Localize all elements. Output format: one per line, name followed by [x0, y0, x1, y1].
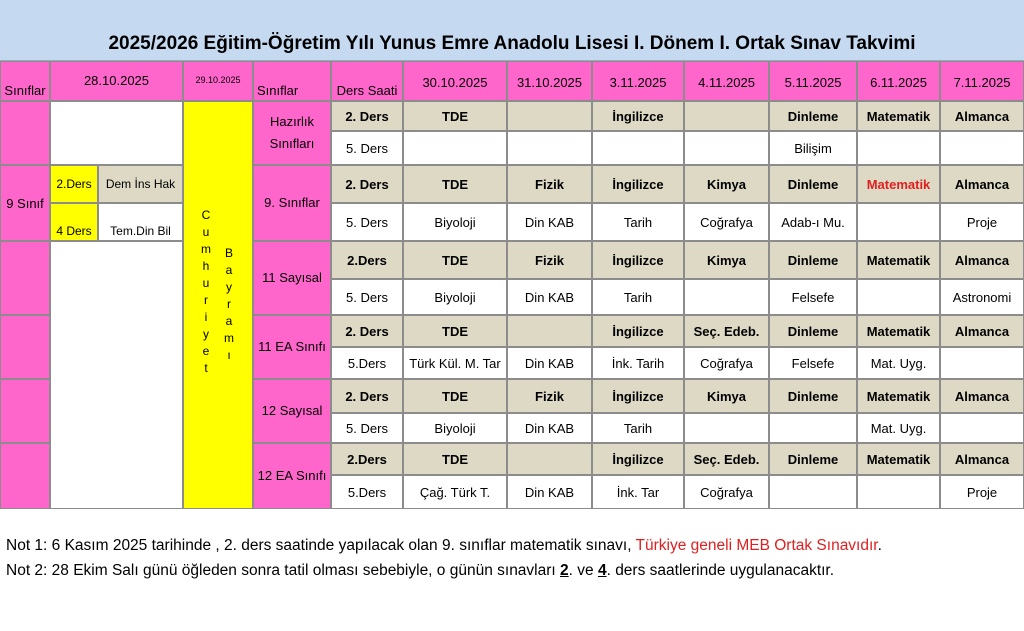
left-class-cell — [0, 241, 50, 315]
header-date-1: 31.10.2025 — [507, 61, 592, 101]
exam-cell: Din KAB — [507, 347, 592, 379]
exam-cell: Din KAB — [507, 413, 592, 443]
exam-cell — [507, 443, 592, 475]
group-name: 11 Sayısal — [253, 241, 331, 315]
holiday-letter: u — [202, 276, 210, 290]
holiday-letter: C — [201, 208, 211, 222]
exam-cell: Matematik — [857, 315, 940, 347]
exam-cell: TDE — [403, 443, 507, 475]
exam-cell: Çağ. Türk T. — [403, 475, 507, 509]
exam-cell: İngilizce — [592, 443, 684, 475]
exam-cell: TDE — [403, 315, 507, 347]
exam-cell — [857, 279, 940, 315]
group-name: 9. Sınıflar — [253, 165, 331, 241]
header-ders-saati: Ders Saati — [331, 61, 403, 101]
header-date-3: 4.11.2025 — [684, 61, 769, 101]
holiday-letter: m — [224, 331, 234, 345]
note-1-highlight: Türkiye geneli MEB Ortak Sınavıdır — [635, 537, 878, 554]
exam-cell — [684, 101, 769, 131]
note-2-text: Not 2: 28 Ekim Salı günü öğleden sonra tatil olması sebebiyle, o günün sınavları — [6, 562, 561, 579]
period-cell: 2. Ders — [331, 315, 403, 347]
holiday-letter: m — [201, 242, 211, 256]
exam-cell: Matematik — [857, 165, 940, 203]
exam-cell — [857, 475, 940, 509]
left-class-cell — [0, 443, 50, 509]
exam-cell: Biyoloji — [403, 203, 507, 241]
exam-cell: Proje — [940, 203, 1024, 241]
exam-cell — [507, 131, 592, 165]
exam-cell: Dinleme — [769, 443, 857, 475]
exam-cell — [684, 279, 769, 315]
note-2-end: . ders saatlerinde uygulanacaktır. — [606, 562, 835, 579]
left-class-cell — [0, 315, 50, 379]
exam-cell: Coğrafya — [684, 203, 769, 241]
header-date-6: 7.11.2025 — [940, 61, 1024, 101]
left-period-1: 2.Ders — [50, 165, 98, 203]
holiday-letter: i — [204, 310, 208, 324]
exam-cell: Dinleme — [769, 379, 857, 413]
note-2-mid: . ve — [568, 562, 598, 579]
period-cell: 2.Ders — [331, 443, 403, 475]
period-cell: 5.Ders — [331, 347, 403, 379]
period-cell: 5. Ders — [331, 131, 403, 165]
note-2-num2: 4 — [597, 562, 607, 579]
exam-cell: Felsefe — [769, 279, 857, 315]
exam-cell — [684, 131, 769, 165]
exam-cell — [684, 413, 769, 443]
exam-cell: Fizik — [507, 165, 592, 203]
header-date-4: 5.11.2025 — [769, 61, 857, 101]
notes-section — [6, 533, 1016, 583]
exam-cell: Tarih — [592, 413, 684, 443]
exam-cell: Almanca — [940, 241, 1024, 279]
group-name: 12 Sayısal — [253, 379, 331, 443]
exam-cell: Din KAB — [507, 279, 592, 315]
holiday-letter: h — [202, 259, 210, 273]
group-name: 12 EA Sınıfı — [253, 443, 331, 509]
empty-cell-2810 — [50, 101, 183, 165]
exam-cell: Dinleme — [769, 315, 857, 347]
exam-cell — [507, 315, 592, 347]
exam-cell: Bilişim — [769, 131, 857, 165]
page-title: 2025/2026 Eğitim-Öğretim Yılı Yunus Emre Anadolu Lisesi I. Dönem I. Ortak Sınav Takvimi — [108, 33, 916, 54]
exam-cell: Felsefe — [769, 347, 857, 379]
note-1-end: . — [877, 537, 882, 554]
exam-cell: Biyoloji — [403, 413, 507, 443]
exam-cell: Astronomi — [940, 279, 1024, 315]
period-cell: 5. Ders — [331, 279, 403, 315]
period-cell: 5.Ders — [331, 475, 403, 509]
exam-cell: Kimya — [684, 379, 769, 413]
exam-cell — [940, 131, 1024, 165]
exam-cell — [769, 475, 857, 509]
group-name: Hazırlık Sınıfları — [253, 101, 331, 165]
exam-cell: Fizik — [507, 379, 592, 413]
exam-cell: Almanca — [940, 101, 1024, 131]
holiday-letter: t — [204, 361, 208, 375]
exam-cell: Mat. Uyg. — [857, 413, 940, 443]
exam-cell: İngilizce — [592, 379, 684, 413]
exam-cell: İnk. Tar — [592, 475, 684, 509]
header-date-2910: 29.10.2025 — [183, 61, 253, 101]
exam-cell: Adab-ı Mu. — [769, 203, 857, 241]
period-cell: 5. Ders — [331, 413, 403, 443]
exam-cell: Dinleme — [769, 101, 857, 131]
exam-cell — [857, 203, 940, 241]
note-1 — [6, 533, 1016, 558]
period-cell: 2.Ders — [331, 241, 403, 279]
left-class-cell — [0, 379, 50, 443]
header-date-0: 30.10.2025 — [403, 61, 507, 101]
period-cell: 2. Ders — [331, 101, 403, 131]
exam-cell — [403, 131, 507, 165]
exam-cell: İnk. Tarih — [592, 347, 684, 379]
exam-cell: Almanca — [940, 379, 1024, 413]
exam-cell: İngilizce — [592, 315, 684, 347]
holiday-letter: B — [224, 246, 233, 260]
holiday-letter: y — [226, 280, 232, 294]
exam-cell: İngilizce — [592, 241, 684, 279]
header-date-2: 3.11.2025 — [592, 61, 684, 101]
holiday-word-bayrami — [222, 245, 236, 364]
header-date-5: 6.11.2025 — [857, 61, 940, 101]
exam-cell: Dinleme — [769, 241, 857, 279]
exam-cell: Türk Kül. M. Tar — [403, 347, 507, 379]
note-2-num1: 2 — [560, 562, 569, 579]
header-siniflar-right: Sınıflar — [253, 61, 331, 101]
note-1-text: Not 1: 6 Kasım 2025 tarihinde , 2. ders saatinde yapılacak olan 9. sınıflar matematik sınavı, — [6, 537, 636, 554]
exam-cell: Coğrafya — [684, 347, 769, 379]
holiday-letter: a — [225, 314, 233, 328]
holiday-letter: a — [225, 263, 233, 277]
exam-cell: Fizik — [507, 241, 592, 279]
holiday-word-cumhuriyet — [199, 207, 213, 377]
exam-cell: Din KAB — [507, 203, 592, 241]
exam-cell: Kimya — [684, 165, 769, 203]
note-2 — [6, 558, 1016, 583]
period-cell: 2. Ders — [331, 379, 403, 413]
exam-cell: Almanca — [940, 315, 1024, 347]
exam-cell: Dinleme — [769, 165, 857, 203]
holiday-letter: r — [204, 293, 208, 307]
exam-cell: İngilizce — [592, 165, 684, 203]
exam-cell: Kimya — [684, 241, 769, 279]
exam-cell: Tarih — [592, 203, 684, 241]
exam-cell: Matematik — [857, 241, 940, 279]
left-class-cell — [0, 101, 50, 165]
left-period-2: 4 Ders — [50, 203, 98, 241]
exam-cell: Almanca — [940, 165, 1024, 203]
holiday-letter: u — [202, 225, 210, 239]
exam-cell — [592, 131, 684, 165]
exam-cell: Mat. Uyg. — [857, 347, 940, 379]
exam-cell — [857, 131, 940, 165]
left-subject-2: Tem.Din Bil — [98, 203, 183, 241]
exam-cell: Matematik — [857, 443, 940, 475]
exam-cell: TDE — [403, 241, 507, 279]
exam-cell: TDE — [403, 165, 507, 203]
exam-cell: Biyoloji — [403, 279, 507, 315]
exam-cell — [940, 413, 1024, 443]
holiday-letter: ı — [227, 348, 231, 362]
holiday-letter: y — [203, 327, 209, 341]
exam-cell: İngilizce — [592, 101, 684, 131]
exam-cell: Proje — [940, 475, 1024, 509]
exam-cell — [769, 413, 857, 443]
period-cell: 2. Ders — [331, 165, 403, 203]
exam-cell: TDE — [403, 101, 507, 131]
holiday-column — [183, 101, 253, 509]
exam-cell: Matematik — [857, 101, 940, 131]
group-name: 11 EA Sınıfı — [253, 315, 331, 379]
exam-cell: Matematik — [857, 379, 940, 413]
period-cell: 5. Ders — [331, 203, 403, 241]
exam-cell: TDE — [403, 379, 507, 413]
holiday-letter: r — [227, 297, 231, 311]
header-siniflar-left: Sınıflar — [0, 61, 50, 101]
exam-cell — [940, 347, 1024, 379]
exam-cell: Din KAB — [507, 475, 592, 509]
exam-cell: Coğrafya — [684, 475, 769, 509]
exam-cell — [507, 101, 592, 131]
header-date-2810: 28.10.2025 — [50, 61, 183, 101]
exam-cell: Almanca — [940, 443, 1024, 475]
exam-cell: Seç. Edeb. — [684, 443, 769, 475]
left-class-9-label: 9 Sınıf — [0, 165, 50, 241]
exam-cell: Seç. Edeb. — [684, 315, 769, 347]
holiday-letter: e — [202, 344, 210, 358]
exam-cell: Tarih — [592, 279, 684, 315]
left-subject-1: Dem İns Hak — [98, 165, 183, 203]
empty-block-2810 — [50, 241, 183, 509]
